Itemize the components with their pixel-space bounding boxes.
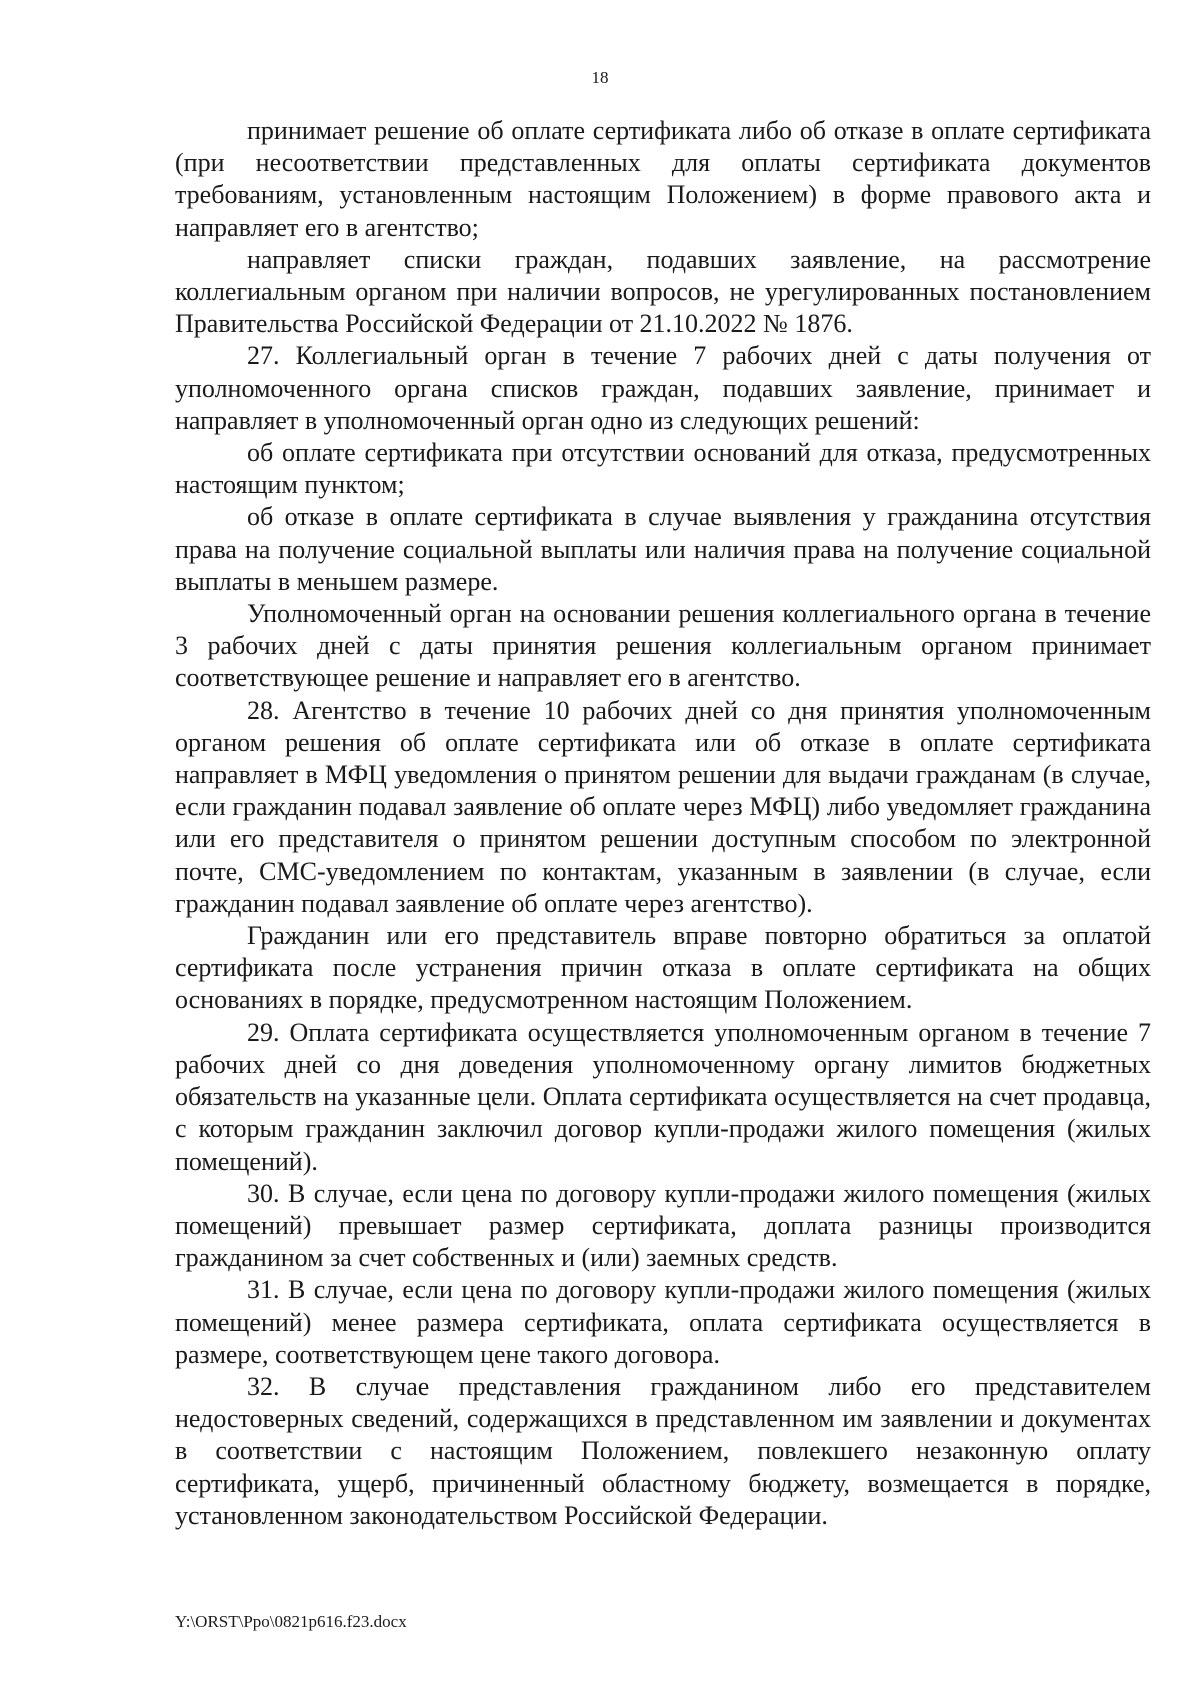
paragraph: 31. В случае, если цена по договору купли-продажи жилого помещения (жилых помещений) менее размера сертификата, оплата сертификата осуществляется в размере, соответствующем цене такого договора. [175,1275,1151,1369]
paragraph: об оплате сертификата при отсутствии оснований для отказа, предусмотренных настоящим пунктом; [175,438,1151,500]
page-number: 18 [591,68,609,87]
paragraph: об отказе в оплате сертификата в случае выявления у гражданина отсутствия права на получение социальной выплаты или наличия права на получение социальной выплаты в меньшем размере. [175,502,1151,596]
paragraph: 30. В случае, если цена по договору купли-продажи жилого помещения (жилых помещений) превышает размер сертификата, доплата разницы производится гражданином за счет собственных и (или) заемных средств. [175,1178,1151,1273]
paragraph: направляет списки граждан, подавших заявление, на рассмотрение коллегиальным органом при наличии вопросов, не урегулированных постановлением Правительства Российской Федерации от 21.10.2022 № 1876. [175,244,1151,339]
paragraph: принимает решение об оплате сертификата либо об отказе в оплате сертификата (при несоответствии представленных для оплаты сертификата документов требованиям, установленным настоящим Положением) в форме правового акта и направляет его в агентство; [175,116,1151,242]
document-body [175,115,1151,1532]
paragraph: 28. Агентство в течение 10 рабочих дней со дня принятия уполномоченным органом решения об оплате сертификата или об отказе в оплате сертификата направляет в МФЦ уведомления о принятом решении для выдачи гражданам (в случае, если гражданин подавал заявление об оплате через МФЦ) либо уведомляет гражданина или его представителя о принятом решении доступным способом по электронной почте, СМС-уведомлением по контактам, указанным в заявлении (в случае, если гражданин подавал заявление об оплате через агентство). [175,695,1151,918]
paragraph: 27. Коллегиальный орган в течение 7 рабочих дней с даты получения от уполномоченного органа списков граждан, подавших заявление, принимает и направляет в уполномоченный орган одно из следующих решений: [175,341,1151,435]
footer-file-path: Y:\ORST\Ppo\0821p616.f23.docx [175,1612,407,1631]
paragraph: Гражданин или его представитель вправе повторно обратиться за оплатой сертификата после устранения причин отказа в оплате сертификата на общих основаниях в порядке, предусмотренном настоящим Положением. [175,921,1151,1015]
paragraph: 32. В случае представления гражданином либо его представителем недостоверных сведений, содержащихся в представленном им заявлении и документах в соответствии с настоящим Положением, повлекшего незаконную оплату сертификата, ущерб, причиненный областному бюджету, возмещается в порядке, установленном законодательством Российской Федерации. [175,1371,1151,1530]
paragraph: 29. Оплата сертификата осуществляется уполномоченным органом в течение 7 рабочих дней со дня доведения уполномоченному органу лимитов бюджетных обязательств на указанные цели. Оплата сертификата осуществляется на счет продавца, с которым гражданин заключил договор купли-продажи жилого помещения (жилых помещений). [175,1017,1151,1176]
paragraph: Уполномоченный орган на основании решения коллегиального органа в течение 3 рабочих дней с даты принятия решения коллегиальным органом принимает соответствующее решение и направляет его в агентство. [175,599,1151,693]
